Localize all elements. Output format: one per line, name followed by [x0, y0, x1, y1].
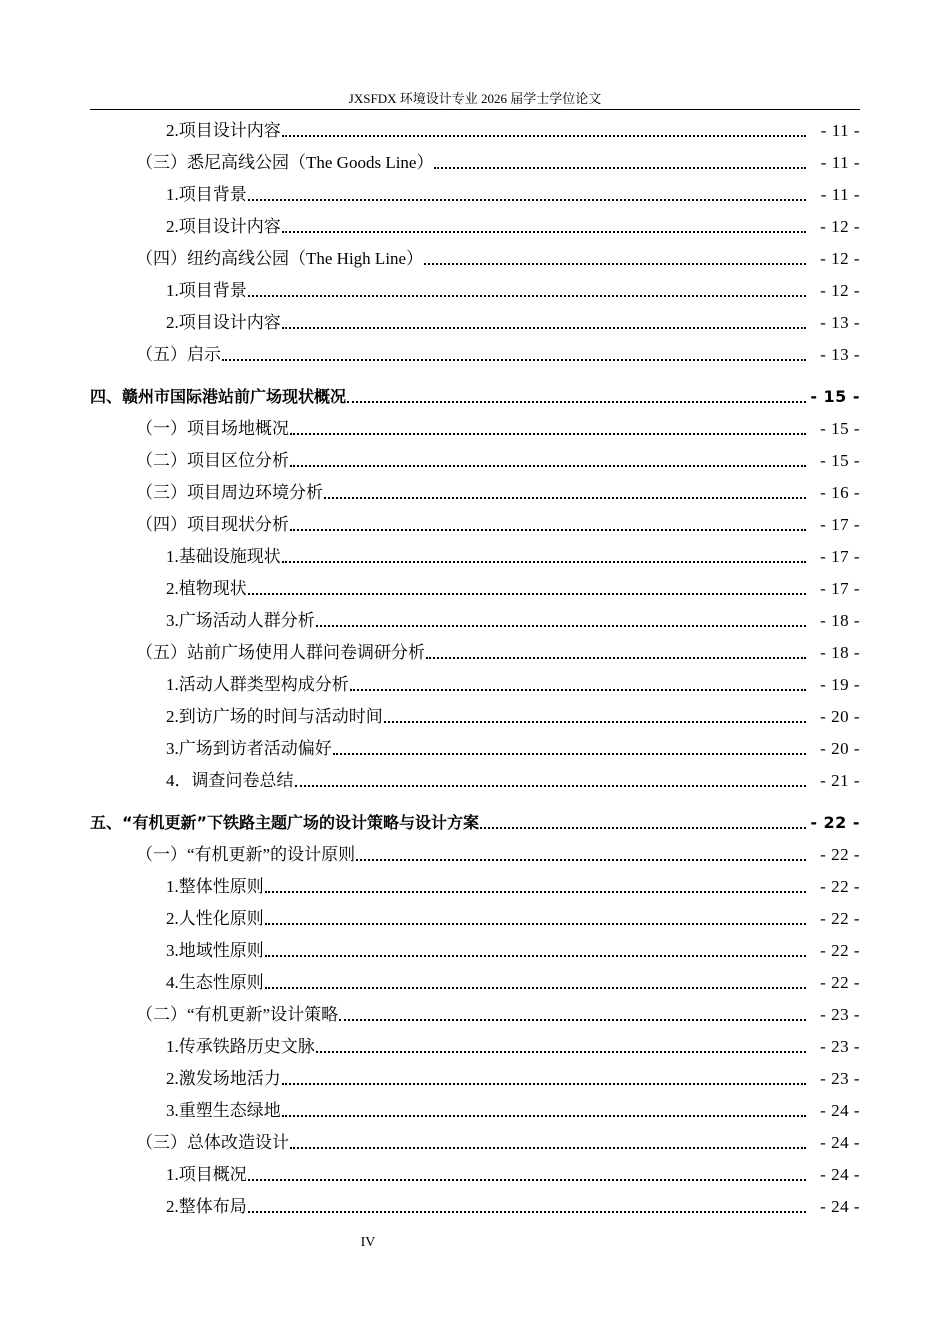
toc-dot-leader — [350, 689, 806, 691]
toc-entry-title: 1.基础设施现状 — [166, 547, 281, 566]
toc-entry-title: 2.到访广场的时间与活动时间 — [166, 707, 383, 726]
toc-dot-leader — [295, 785, 807, 787]
toc-subsection[interactable] — [90, 1094, 860, 1126]
page-number: IV — [360, 1235, 376, 1250]
toc-entry-page: - 19 - — [820, 675, 860, 694]
toc-dot-leader — [290, 529, 806, 531]
toc-entry-page: - 23 - — [820, 1037, 860, 1056]
toc-entry-page: - 22 - — [820, 941, 860, 960]
toc-entry-page: - 12 - — [820, 281, 860, 300]
toc-entry-title: 五、“有机更新”下铁路主题广场的设计策略与设计方案 — [90, 813, 480, 832]
toc-entry-page: - 12 - — [820, 249, 860, 268]
toc-section[interactable] — [90, 508, 860, 540]
toc-entry-page: - 11 - — [820, 153, 860, 172]
toc-chapter[interactable] — [90, 380, 860, 412]
toc-subsection[interactable] — [90, 764, 860, 796]
toc-subsection[interactable] — [90, 1190, 860, 1222]
toc-entry-page: - 24 - — [820, 1101, 860, 1120]
toc-entry-page: - 11 - — [820, 185, 860, 204]
toc-dot-leader — [290, 465, 806, 467]
toc-entry-page: - 23 - — [820, 1069, 860, 1088]
toc-subsection[interactable] — [90, 668, 860, 700]
toc-subsection[interactable] — [90, 178, 860, 210]
toc-subsection[interactable] — [90, 306, 860, 338]
toc-entry-page: - 22 - — [810, 813, 860, 832]
toc-entry-title: （五）站前广场使用人群问卷调研分析 — [136, 643, 425, 662]
toc-entry-title: （二）“有机更新”设计策略 — [136, 1005, 339, 1024]
toc-entry-title: （四）纽约高线公园（The High Line） — [136, 249, 424, 268]
toc-entry-title: 4．调查问卷总结 — [166, 771, 294, 790]
toc-subsection[interactable] — [90, 274, 860, 306]
toc-entry-page: - 15 - — [820, 419, 860, 438]
toc-entry-page: - 22 - — [820, 909, 860, 928]
toc-subsection[interactable] — [90, 966, 860, 998]
toc-entry-title: 3.广场活动人群分析 — [166, 611, 315, 630]
toc-section[interactable] — [90, 1126, 860, 1158]
toc-section[interactable] — [90, 636, 860, 668]
toc-entry-title: 2.项目设计内容 — [166, 121, 281, 140]
toc-entry-title: （五）启示 — [136, 345, 221, 364]
toc-subsection[interactable] — [90, 1062, 860, 1094]
toc-entry-page: - 22 - — [820, 877, 860, 896]
toc-dot-leader — [248, 1211, 806, 1213]
toc-dot-leader — [265, 987, 806, 989]
toc-subsection[interactable] — [90, 1158, 860, 1190]
toc-dot-leader — [282, 135, 806, 137]
table-of-contents — [90, 114, 860, 1222]
toc-entry-title: 1.传承铁路历史文脉 — [166, 1037, 315, 1056]
toc-chapter[interactable] — [90, 806, 860, 838]
toc-dot-leader — [384, 721, 806, 723]
toc-dot-leader — [339, 1019, 806, 1021]
toc-section[interactable] — [90, 412, 860, 444]
toc-dot-leader — [282, 231, 806, 233]
toc-dot-leader — [248, 295, 806, 297]
toc-entry-page: - 24 - — [820, 1133, 860, 1152]
toc-dot-leader — [248, 593, 806, 595]
toc-dot-leader — [282, 1115, 806, 1117]
toc-entry-title: （三）悉尼高线公园（The Goods Line） — [136, 153, 434, 172]
toc-entry-page: - 13 - — [820, 313, 860, 332]
toc-subsection[interactable] — [90, 934, 860, 966]
toc-dot-leader — [265, 891, 806, 893]
toc-entry-page: - 12 - — [820, 217, 860, 236]
toc-dot-leader — [480, 827, 806, 829]
toc-entry-page: - 22 - — [820, 845, 860, 864]
toc-dot-leader — [324, 497, 806, 499]
toc-entry-title: 四、赣州市国际港站前广场现状概况 — [90, 387, 347, 406]
toc-entry-page: - 15 - — [820, 451, 860, 470]
toc-subsection[interactable] — [90, 1030, 860, 1062]
toc-section[interactable] — [90, 838, 860, 870]
toc-entry-page: - 15 - — [810, 387, 860, 406]
toc-entry-title: 3.广场到访者活动偏好 — [166, 739, 332, 758]
toc-section[interactable] — [90, 444, 860, 476]
toc-dot-leader — [424, 263, 806, 265]
toc-dot-leader — [282, 327, 806, 329]
toc-entry-title: 1.整体性原则 — [166, 877, 264, 896]
toc-entry-page: - 17 - — [820, 579, 860, 598]
toc-dot-leader — [290, 1147, 806, 1149]
toc-subsection[interactable] — [90, 604, 860, 636]
page-header: JXSFDX 环境设计专业 2026 届学士学位论文 — [90, 89, 860, 110]
toc-dot-leader — [222, 359, 806, 361]
toc-entry-title: （四）项目现状分析 — [136, 515, 289, 534]
toc-subsection[interactable] — [90, 210, 860, 242]
toc-entry-title: 2.激发场地活力 — [166, 1069, 281, 1088]
toc-entry-title: （三）总体改造设计 — [136, 1133, 289, 1152]
toc-section[interactable] — [90, 338, 860, 370]
toc-subsection[interactable] — [90, 732, 860, 764]
toc-entry-title: （二）项目区位分析 — [136, 451, 289, 470]
toc-entry-title: 2.整体布局 — [166, 1197, 247, 1216]
toc-entry-title: （一）“有机更新”的设计原则 — [136, 845, 356, 864]
toc-section[interactable] — [90, 998, 860, 1030]
toc-dot-leader — [248, 199, 806, 201]
toc-dot-leader — [282, 1083, 806, 1085]
toc-entry-page: - 24 - — [820, 1165, 860, 1184]
toc-entry-page: - 20 - — [820, 739, 860, 758]
toc-entry-title: 3.地域性原则 — [166, 941, 264, 960]
toc-entry-page: - 24 - — [820, 1197, 860, 1216]
toc-entry-title: 1.项目概况 — [166, 1165, 247, 1184]
toc-dot-leader — [426, 657, 806, 659]
toc-dot-leader — [290, 433, 806, 435]
toc-entry-page: - 16 - — [820, 483, 860, 502]
toc-entry-title: （三）项目周边环境分析 — [136, 483, 323, 502]
toc-entry-title: 2.植物现状 — [166, 579, 247, 598]
toc-subsection[interactable] — [90, 540, 860, 572]
toc-entry-title: 4.生态性原则 — [166, 973, 264, 992]
toc-subsection[interactable] — [90, 700, 860, 732]
toc-section[interactable] — [90, 476, 860, 508]
toc-entry-page: - 20 - — [820, 707, 860, 726]
toc-subsection[interactable] — [90, 572, 860, 604]
toc-dot-leader — [265, 923, 806, 925]
toc-entry-page: - 23 - — [820, 1005, 860, 1024]
toc-entry-title: 1.项目背景 — [166, 281, 247, 300]
toc-entry-page: - 11 - — [820, 121, 860, 140]
toc-dot-leader — [356, 859, 806, 861]
toc-entry-page: - 21 - — [820, 771, 860, 790]
toc-section[interactable] — [90, 242, 860, 274]
toc-section[interactable] — [90, 146, 860, 178]
toc-entry-title: 1.活动人群类型构成分析 — [166, 675, 349, 694]
toc-subsection[interactable] — [90, 870, 860, 902]
toc-dot-leader — [316, 625, 806, 627]
toc-subsection[interactable] — [90, 902, 860, 934]
toc-entry-title: 2.项目设计内容 — [166, 217, 281, 236]
toc-entry-page: - 17 - — [820, 515, 860, 534]
toc-dot-leader — [333, 753, 806, 755]
toc-entry-page: - 22 - — [820, 973, 860, 992]
toc-entry-page: - 13 - — [820, 345, 860, 364]
toc-dot-leader — [316, 1051, 806, 1053]
toc-entry-title: 2.项目设计内容 — [166, 313, 281, 332]
toc-entry-title: 1.项目背景 — [166, 185, 247, 204]
toc-entry-page: - 18 - — [820, 643, 860, 662]
toc-subsection[interactable] — [90, 114, 860, 146]
toc-entry-title: 2.人性化原则 — [166, 909, 264, 928]
toc-entry-title: 3.重塑生态绿地 — [166, 1101, 281, 1120]
toc-dot-leader — [347, 401, 806, 403]
toc-dot-leader — [248, 1179, 806, 1181]
toc-dot-leader — [265, 955, 806, 957]
toc-dot-leader — [434, 167, 806, 169]
toc-entry-page: - 17 - — [820, 547, 860, 566]
toc-dot-leader — [282, 561, 806, 563]
toc-entry-title: （一）项目场地概况 — [136, 419, 289, 438]
toc-entry-page: - 18 - — [820, 611, 860, 630]
